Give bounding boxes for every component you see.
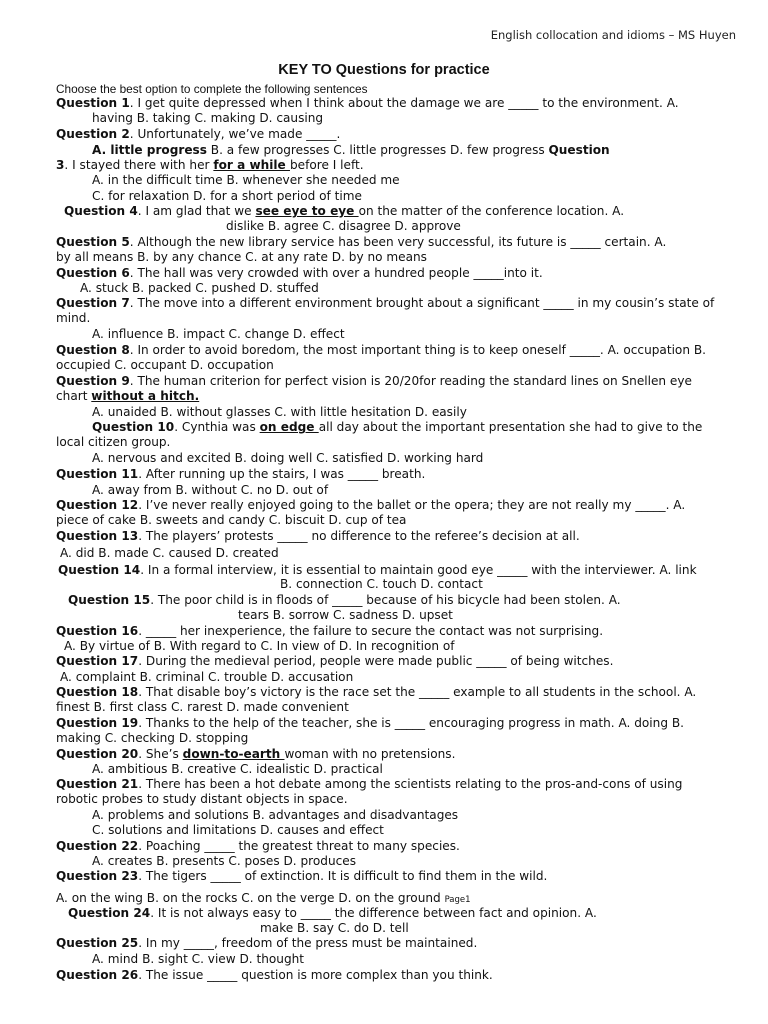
line-text: . I stayed there with her <box>64 158 214 172</box>
page-number: Page1 <box>444 895 471 905</box>
line-text: make B. say C. do D. tell <box>260 921 409 935</box>
text-line <box>56 654 613 668</box>
page-title: KEY TO Questions for practice <box>278 62 490 78</box>
text-line <box>226 219 461 233</box>
line-text: making C. checking D. stopping <box>56 731 249 745</box>
line-text: . In my _____, freedom of the press must be maintained. <box>138 936 478 950</box>
text-line <box>56 685 696 699</box>
line-text: . After running up the stairs, I was _____ breath. <box>138 467 426 481</box>
question-number: Question 1 <box>56 96 130 110</box>
text-line <box>68 593 621 607</box>
text-line <box>92 762 383 776</box>
text-line <box>92 854 356 868</box>
question-number: Question 5 <box>56 235 130 249</box>
line-text: A. away from B. without C. no D. out of <box>92 483 329 497</box>
text-line <box>56 716 684 730</box>
question-number: Question 24 <box>68 906 151 920</box>
underlined-phrase: down-to-earth <box>182 747 285 761</box>
text-line <box>64 204 624 218</box>
line-text: occupied C. occupant D. occupation <box>56 358 274 372</box>
text-line <box>92 405 467 419</box>
text-line <box>56 498 685 512</box>
line-text: A. in the difficult time B. whenever she needed me <box>92 173 400 187</box>
underlined-phrase: without a hitch. <box>91 389 200 403</box>
line-text: having B. taking C. making D. causing <box>92 111 324 125</box>
line-text: . The hall was very crowded with over a hundred people _____into it. <box>129 266 543 280</box>
question-number: Question 13 <box>56 529 139 543</box>
text-line <box>56 467 425 481</box>
question-number: Question 16 <box>56 624 139 638</box>
line-text: A. unaided B. without glasses C. with little hesitation D. easily <box>92 405 467 419</box>
line-text: woman with no pretensions. <box>284 747 456 761</box>
text-line <box>60 546 279 560</box>
question-number: Question 21 <box>56 777 139 791</box>
question-number: Question 2 <box>56 127 130 141</box>
text-line <box>68 906 597 920</box>
question-number: Question 20 <box>56 747 139 761</box>
text-line <box>56 731 248 745</box>
text-line <box>56 296 714 310</box>
question-number: Question 10 <box>92 420 175 434</box>
question-number: Question <box>548 143 610 157</box>
question-number: Question 11 <box>56 467 139 481</box>
question-number: A. little progress <box>92 143 207 157</box>
text-line <box>56 311 90 325</box>
line-text: A. nervous and excited B. doing well C. satisfied D. working hard <box>92 451 484 465</box>
question-number: Question 4 <box>64 204 138 218</box>
text-line <box>92 823 384 837</box>
document-header: English collocation and idioms – MS Huyen <box>490 28 736 42</box>
text-line <box>58 563 697 577</box>
text-line <box>56 792 348 806</box>
line-text: . Although the new library service has been very successful, its future is _____ certain. A. <box>129 235 667 249</box>
text-line <box>92 173 400 187</box>
text-line <box>56 389 199 403</box>
line-text: C. for relaxation D. for a short period of time <box>92 189 362 203</box>
line-text: . The poor child is in floods of _____ because of his bicycle had been stolen. A. <box>150 593 621 607</box>
line-text: . Thanks to the help of the teacher, she is _____ encouraging progress in math. A. doing B. <box>138 716 684 730</box>
line-text: C. solutions and limitations D. causes and effect <box>92 823 384 837</box>
question-number: 3 <box>56 158 65 172</box>
text-line <box>238 608 453 622</box>
line-text: . The players’ protests _____ no difference to the referee’s decision at all. <box>138 529 580 543</box>
text-line <box>92 451 483 465</box>
text-line <box>56 435 170 449</box>
text-line <box>56 358 274 372</box>
line-text: piece of cake B. sweets and candy C. biscuit D. cup of tea <box>56 513 407 527</box>
line-text: A. By virtue of B. With regard to C. In view of D. In recognition of <box>64 639 455 653</box>
underlined-phrase: for a while <box>213 158 290 172</box>
line-text: mind. <box>56 311 91 325</box>
text-line <box>56 624 603 638</box>
text-line <box>92 327 345 341</box>
line-text: A. on the wing B. on the rocks C. on the verge D. on the ground <box>56 891 445 905</box>
question-number: Question 17 <box>56 654 139 668</box>
line-text: A. did B. made C. caused D. created <box>60 546 279 560</box>
text-line <box>56 968 493 982</box>
line-text: . That disable boy’s victory is the race set the _____ example to all students in the school. A. <box>138 685 697 699</box>
question-number: Question 7 <box>56 296 130 310</box>
underlined-phrase: on edge <box>259 420 319 434</box>
question-number: Question 22 <box>56 839 139 853</box>
line-text: tears B. sorrow C. sadness D. upset <box>238 608 453 622</box>
line-text: . The move into a different environment brought about a significant _____ in my cousin’s state of <box>129 296 715 310</box>
line-text: B. connection C. touch D. contact <box>280 577 483 591</box>
line-text: local citizen group. <box>56 435 171 449</box>
text-line <box>56 374 692 388</box>
line-text: dislike B. agree C. disagree D. approve <box>226 219 461 233</box>
question-number: Question 9 <box>56 374 130 388</box>
line-text: . In a formal interview, it is essential to maintain good eye _____ with the interviewer. A. link <box>140 563 697 577</box>
text-line <box>92 143 610 157</box>
text-line <box>92 808 458 822</box>
text-line <box>56 266 543 280</box>
question-number: Question 12 <box>56 498 139 512</box>
line-text: all day about the important presentation she had to give to the <box>318 420 703 434</box>
question-number: Question 25 <box>56 936 139 950</box>
text-line <box>56 250 427 264</box>
text-line <box>80 281 319 295</box>
line-text: A. stuck B. packed C. pushed D. stuffed <box>80 281 319 295</box>
text-line <box>56 891 471 907</box>
line-text: . The issue _____ question is more complex than you think. <box>138 968 493 982</box>
line-text: . The tigers _____ of extinction. It is difficult to find them in the wild. <box>138 869 548 883</box>
line-text: . Cynthia was <box>174 420 260 434</box>
line-text: . There has been a hot debate among the scientists relating to the pros-and-cons of using <box>138 777 683 791</box>
line-text: before I left. <box>289 158 364 172</box>
text-line <box>56 936 477 950</box>
question-number: Question 8 <box>56 343 130 357</box>
line-text: chart <box>56 389 92 403</box>
text-line <box>64 639 455 653</box>
line-text: A. mind B. sight C. view D. thought <box>92 952 305 966</box>
line-text: . The human criterion for perfect vision is 20/20for reading the standard lines on Snellen eye <box>129 374 692 388</box>
text-line <box>92 420 702 434</box>
text-line <box>56 700 349 714</box>
text-line <box>56 529 580 543</box>
text-line <box>56 513 406 527</box>
text-line <box>56 235 666 249</box>
text-line <box>56 747 455 761</box>
question-number: Question 26 <box>56 968 139 982</box>
line-text: by all means B. by any chance C. at any rate D. by no means <box>56 250 427 264</box>
text-line <box>260 921 409 935</box>
line-text: A. ambitious B. creative C. idealistic D. practical <box>92 762 383 776</box>
line-text: on the matter of the conference location. A. <box>358 204 625 218</box>
question-number: Question 19 <box>56 716 139 730</box>
line-text: . _____ her inexperience, the failure to secure the contact was not surprising. <box>138 624 604 638</box>
text-line <box>92 189 362 203</box>
text-line <box>56 777 682 791</box>
text-line <box>280 577 483 591</box>
line-text: robotic probes to study distant objects in space. <box>56 792 348 806</box>
text-line <box>92 483 328 497</box>
text-line <box>56 158 364 172</box>
text-line <box>56 343 706 357</box>
line-text: . During the medieval period, people were made public _____ of being witches. <box>138 654 614 668</box>
line-text: A. influence B. impact C. change D. effect <box>92 327 345 341</box>
text-line <box>60 670 353 684</box>
line-text: . Poaching _____ the greatest threat to many species. <box>138 839 460 853</box>
question-number: Question 18 <box>56 685 139 699</box>
line-text: . It is not always easy to _____ the difference between fact and opinion. A. <box>150 906 597 920</box>
line-text: . I’ve never really enjoyed going to the ballet or the opera; they are not really my _____. A. <box>138 498 686 512</box>
question-number: Question 15 <box>68 593 151 607</box>
line-text: . I get quite depressed when I think about the damage we are _____ to the environment. A. <box>129 96 679 110</box>
line-text: A. problems and solutions B. advantages and disadvantages <box>92 808 459 822</box>
underlined-phrase: see eye to eye <box>255 204 359 218</box>
line-text: . She’s <box>138 747 183 761</box>
text-line <box>56 96 679 110</box>
text-line <box>56 869 547 883</box>
question-number: Question 6 <box>56 266 130 280</box>
text-line <box>92 952 304 966</box>
text-line <box>56 127 340 141</box>
text-line <box>92 111 323 125</box>
line-text: A. creates B. presents C. poses D. produces <box>92 854 356 868</box>
line-text: . Unfortunately, we’ve made _____. <box>129 127 341 141</box>
question-number: Question 23 <box>56 869 139 883</box>
line-text: A. complaint B. criminal C. trouble D. accusation <box>60 670 354 684</box>
question-number: Question 14 <box>58 563 141 577</box>
line-text: . In order to avoid boredom, the most important thing is to keep oneself _____. A. occupation B. <box>129 343 706 357</box>
line-text: B. a few progresses C. little progresses D. few progress <box>206 143 549 157</box>
text-line <box>56 839 460 853</box>
line-text: finest B. first class C. rarest D. made convenient <box>56 700 349 714</box>
instructions: Choose the best option to complete the following sentences <box>56 82 368 96</box>
line-text: . I am glad that we <box>137 204 256 218</box>
